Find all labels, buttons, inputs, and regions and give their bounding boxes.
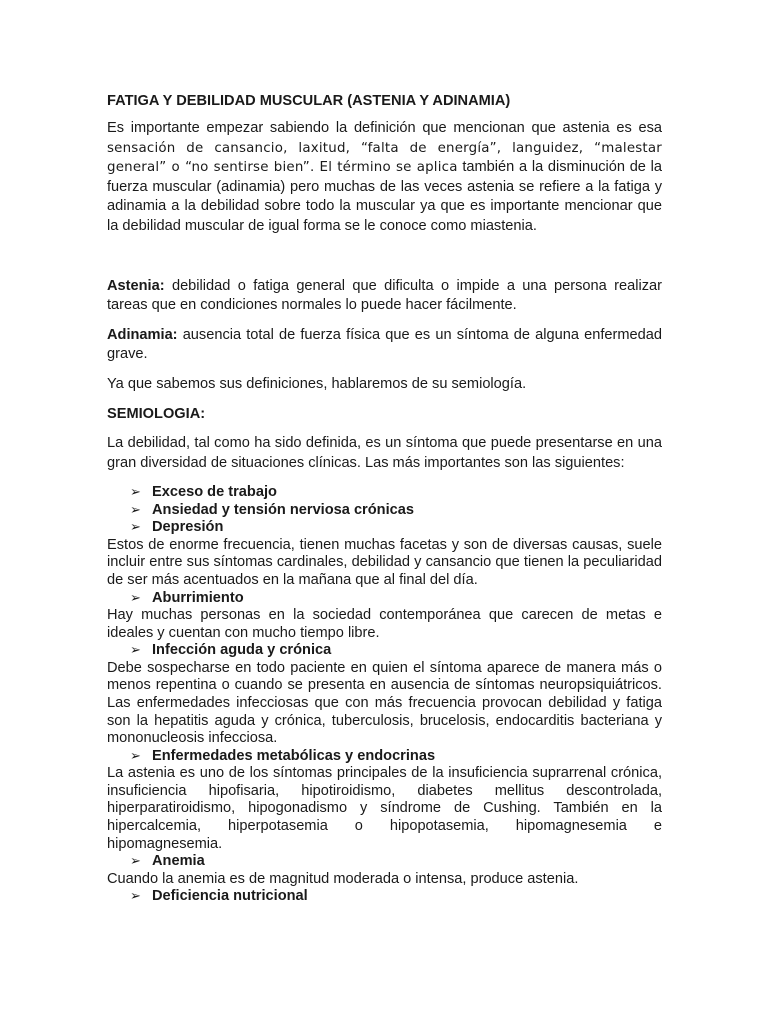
list-item <box>107 502 662 520</box>
arrow-bullet-icon: ➢ <box>130 590 141 606</box>
cause-label: Anemia <box>152 853 205 870</box>
list-item <box>107 748 662 766</box>
arrow-bullet-icon: ➢ <box>130 520 141 536</box>
arrow-bullet-icon: ➢ <box>130 502 141 518</box>
bullet-list <box>107 748 662 766</box>
section-heading: SEMIOLOGIA: <box>107 405 206 422</box>
arrow-bullet-icon: ➢ <box>130 854 141 870</box>
list-item <box>107 590 662 608</box>
cause-label: Aburrimiento <box>152 589 244 606</box>
cause-label: Exceso de trabajo <box>152 484 277 501</box>
intro-text-3: también a la disminución de la fuerza muscular (adinamia) pero muchas de las veces astenia se refiere a la fatiga y adinamia a la debilidad sobre todo la muscular ya que es importante mencionar que la debilidad muscular de igual forma se le conoce como miastenia. <box>107 159 663 234</box>
list-item <box>107 853 662 871</box>
cause-label: Deficiencia nutricional <box>152 888 308 905</box>
cause-label: Infección aguda y crónica <box>152 642 332 659</box>
intro-text-1: Es importante empezar sabiendo la definición que mencionan que astenia es esa <box>107 120 662 136</box>
causes-list <box>107 484 662 906</box>
section-intro: La debilidad, tal como ha sido definida, es un síntoma que puede presentarse en una gran diversidad de situaciones clínicas. Las más importantes son las siguientes: <box>107 435 662 471</box>
transition-paragraph: Ya que sabemos sus definiciones, hablaremos de su semiología. <box>107 375 527 392</box>
cause-label: Depresión <box>152 519 224 536</box>
bullet-list <box>107 888 662 906</box>
cause-description: Debe sospecharse en todo paciente en quien el síntoma aparece de manera más o menos repentina o cuando se presenta en ausencia de síntomas neuropsiquiátricos. Las enfermedades infecciosas que con más frecuencia provocan debilidad y fatiga son la hepatitis aguda y crónica, tuberculosis, brucelosis, endocarditis bacteriana y mononucleosis infecciosa. <box>107 659 662 747</box>
document-page <box>107 92 662 906</box>
list-item <box>107 888 662 906</box>
definition-text: debilidad o fatiga general que dificulta o impide a una persona realizar tareas que en condiciones normales lo puede hacer fácilmente. <box>107 277 662 314</box>
cause-label: Enfermedades metabólicas y endocrinas <box>152 747 436 764</box>
cause-description: Estos de enorme frecuencia, tienen muchas facetas y son de diversas causas, suele incluir entre sus síntomas cardinales, debilidad y cansancio que tienen la peculiaridad de ser más acentuados en la mañana que al final del día. <box>107 536 662 588</box>
bullet-list <box>107 484 662 537</box>
arrow-bullet-icon: ➢ <box>130 889 141 905</box>
arrow-bullet-icon: ➢ <box>130 485 141 501</box>
cause-description: Hay muchas personas en la sociedad contemporánea que carecen de metas e ideales y cuentan con mucho tiempo libre. <box>107 607 662 641</box>
definition-text: ausencia total de fuerza física que es un síntoma de alguna enfermedad grave. <box>107 326 662 363</box>
list-item <box>107 642 662 660</box>
document-title: FATIGA Y DEBILIDAD MUSCULAR (ASTENIA Y ADINAMIA) <box>107 93 511 109</box>
definition-adinamia <box>107 326 662 365</box>
arrow-bullet-icon: ➢ <box>130 748 141 764</box>
bullet-list <box>107 642 662 660</box>
cause-description: Cuando la anemia es de magnitud moderada o intensa, produce astenia. <box>107 870 579 887</box>
arrow-bullet-icon: ➢ <box>130 643 141 659</box>
cause-description: La astenia es uno de los síntomas principales de la insuficiencia suprarrenal crónica, insuficiencia hipofisaria, hipotiroidismo, diabetes mellitus descontrolada, hiperparatiroidismo, hipogonadismo y síndrome de Cushing. También en la hipercalcemia, hiperpotasemia o hipopotasemia, hipomagnesemia e hipomagnesemia. <box>107 765 662 852</box>
definition-astenia <box>107 277 662 316</box>
bullet-list <box>107 590 662 608</box>
cause-label: Ansiedad y tensión nerviosa crónicas <box>152 501 414 518</box>
intro-text-2: sensación de cansancio, laxitud, “falta de energía”, languidez, “malestar general” o “no sentirse bien”. El término se aplica <box>107 140 662 176</box>
intro-paragraph <box>107 119 662 237</box>
definition-term: Adinamia: <box>107 326 178 343</box>
definition-term: Astenia: <box>107 277 165 294</box>
bullet-list <box>107 853 662 871</box>
list-item <box>107 484 662 502</box>
list-item <box>107 519 662 537</box>
